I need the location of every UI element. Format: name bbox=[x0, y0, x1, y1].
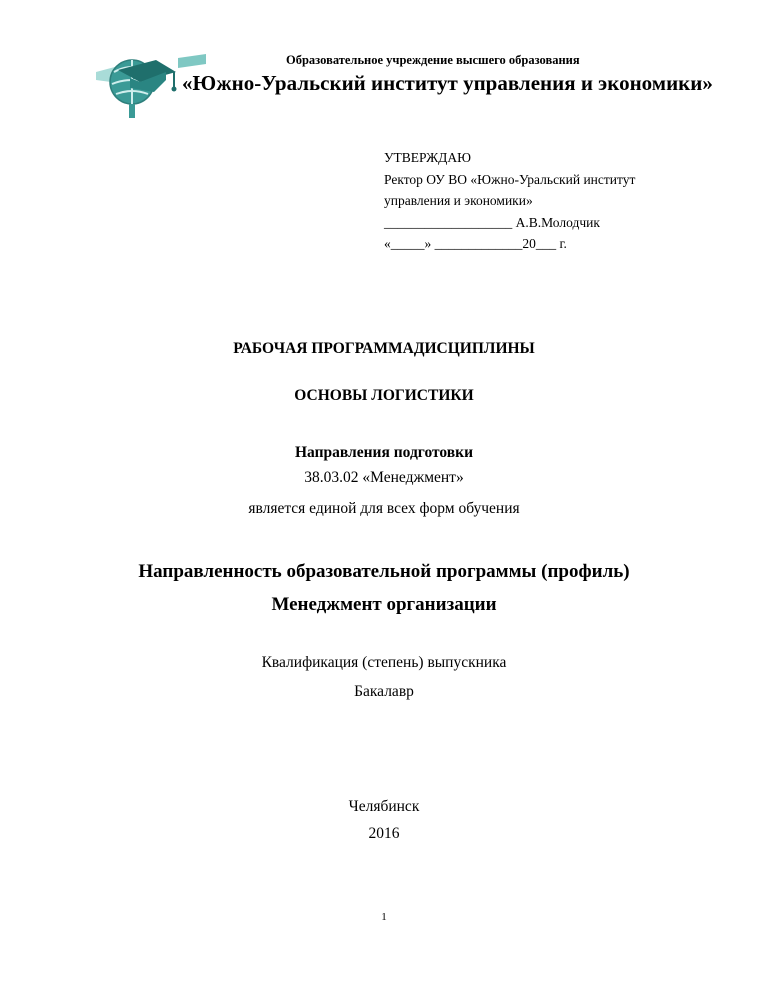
focus-value: Менеджмент организации bbox=[271, 594, 497, 615]
page-number: 1 bbox=[381, 911, 387, 923]
document-title: РАБОЧАЯ ПРОГРАММАДИСЦИПЛИНЫ bbox=[233, 340, 535, 357]
approval-date-line: «_____» _____________20___ г. bbox=[384, 236, 567, 251]
qualification-heading: Квалификация (степень) выпускника bbox=[261, 654, 507, 671]
approval-signature-line: ___________________ А.В.Молодчик bbox=[384, 214, 600, 230]
city: Челябинск bbox=[348, 798, 420, 815]
course-title: ОСНОВЫ ЛОГИСТИКИ bbox=[294, 387, 474, 404]
approval-block bbox=[384, 147, 635, 255]
focus-heading: Направленность образовательной программы (профиль) bbox=[138, 561, 630, 582]
direction-code: 38.03.02 «Менеджмент» bbox=[304, 469, 464, 486]
institution-header bbox=[96, 40, 713, 130]
year: 2016 bbox=[368, 825, 400, 842]
direction-note: является единой для всех форм обучения bbox=[248, 500, 520, 517]
approval-institute-line: управления и экономики» bbox=[384, 193, 533, 208]
institution-name: «Южно-Уральский институт управления и экономики» bbox=[182, 71, 713, 95]
qualification-value: Бакалавр bbox=[354, 683, 414, 700]
approval-heading: УТВЕРЖДАЮ bbox=[384, 150, 472, 165]
approval-rector-line: Ректор ОУ ВО «Южно-Уральский институт bbox=[384, 171, 636, 187]
direction-heading: Направления подготовки bbox=[294, 444, 474, 461]
institution-type: Образовательное учреждение высшего образования bbox=[286, 53, 580, 67]
